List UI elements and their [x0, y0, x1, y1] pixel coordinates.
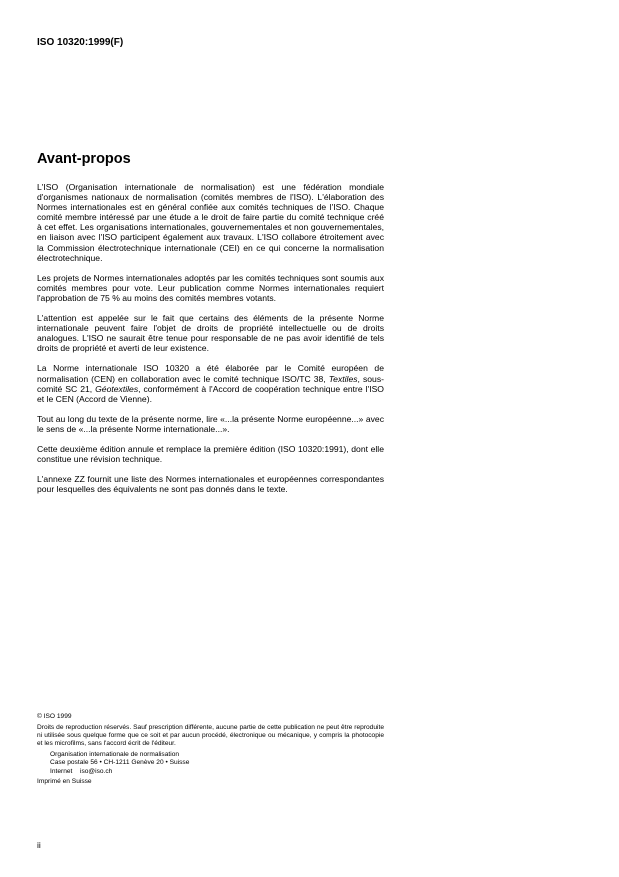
publisher-name: Organisation internationale de normalisation	[50, 751, 180, 759]
copyright-notice: © ISO 1999	[37, 713, 72, 720]
paragraph-edition: Cette deuxième édition annule et remplace la première édition (ISO 10320:1991), dont elle constitue une révision technique.	[37, 443, 384, 465]
publisher-postal-address: Case postale 56 • CH-1211 Genève 20 • Suisse	[50, 759, 190, 767]
paragraph-preparation-text-c: , sous-comité SC 21,	[37, 373, 384, 394]
internet-label: Internet	[50, 767, 73, 775]
foreword-body	[37, 182, 384, 504]
paragraph-preparation	[37, 363, 384, 403]
page-number: ii	[37, 840, 41, 850]
paragraph-preparation-text-a: La Norme internationale ISO 10320 a été élaborée par le Comité européen de normalisation (CEN) en collaboration avec le comité technique ISO/TC 38,	[37, 363, 384, 384]
paragraph-annex: L'annexe ZZ fournit une liste des Normes internationales et européennes correspondantes pour lesquelles des équivalents ne sont pas donnés dans le texte.	[37, 474, 384, 495]
committee-name-textiles: Textiles	[328, 373, 358, 384]
paragraph-iso-intro: L'ISO (Organisation internationale de normalisation) est une fédération mondiale d'organismes nationaux de normalisation (comités membres de l'ISO). L'élaboration des Normes internationales est en général confiée aux comités techniques de l'ISO. Chaque comité membre intéressé par une étude a le droit de faire partie du comité technique créé à cet effet. Les organisations internationales, gouvernementales et non gouvernementales, en liaison avec l'ISO participent également aux travaux. L'ISO collabore étroitement avec la Commission électrotechnique internationale (CEI) en ce qui concerne la normalisation électrotechnique.	[37, 182, 384, 263]
paragraph-patent-rights: L'attention est appelée sur le fait que certains des éléments de la présente Norme internationale peuvent faire l'objet de droits de propriété intellectuelle ou de droits analogues. L'ISO ne saurait être tenue pour responsable de ne pas avoir identifié de tels droits de propriété et averti de leur existence.	[37, 313, 384, 354]
section-title: Avant-propos	[37, 151, 131, 167]
paragraph-reading-note: Tout au long du texte de la présente norme, lire «...la présente Norme européenne...» avec le sens de «...la présente Norme internationale...».	[37, 413, 384, 434]
subcommittee-name-geotextiles: Géotextiles	[95, 383, 139, 394]
copyright-rights: Droits de reproduction réservés. Sauf prescription différente, aucune partie de cette publication ne peut être reproduite ni utilisée sous quelque forme que ce soit et par aucun procédé, électronique ou mécanique, y compris la photocopie et les microfilms, sans l'accord écrit de l'éditeur.	[37, 724, 384, 748]
paragraph-voting: Les projets de Normes internationales adoptés par les comités techniques sont soumis aux comités membres pour vote. Leur publication comme Normes internationales requiert l'approbation de 75 % au moins des comités membres votants.	[37, 272, 384, 303]
internet-email: iso@iso.ch	[80, 767, 113, 775]
publisher-internet	[37, 768, 384, 776]
paragraph-preparation-text-e: , conformément à l'Accord de coopération technique entre l'ISO et le CEN (Accord de Vienne).	[37, 383, 384, 404]
printed-in: Imprimé en Suisse	[37, 777, 92, 785]
copyright-block	[37, 713, 384, 786]
document-reference: ISO 10320:1999(F)	[37, 37, 124, 48]
